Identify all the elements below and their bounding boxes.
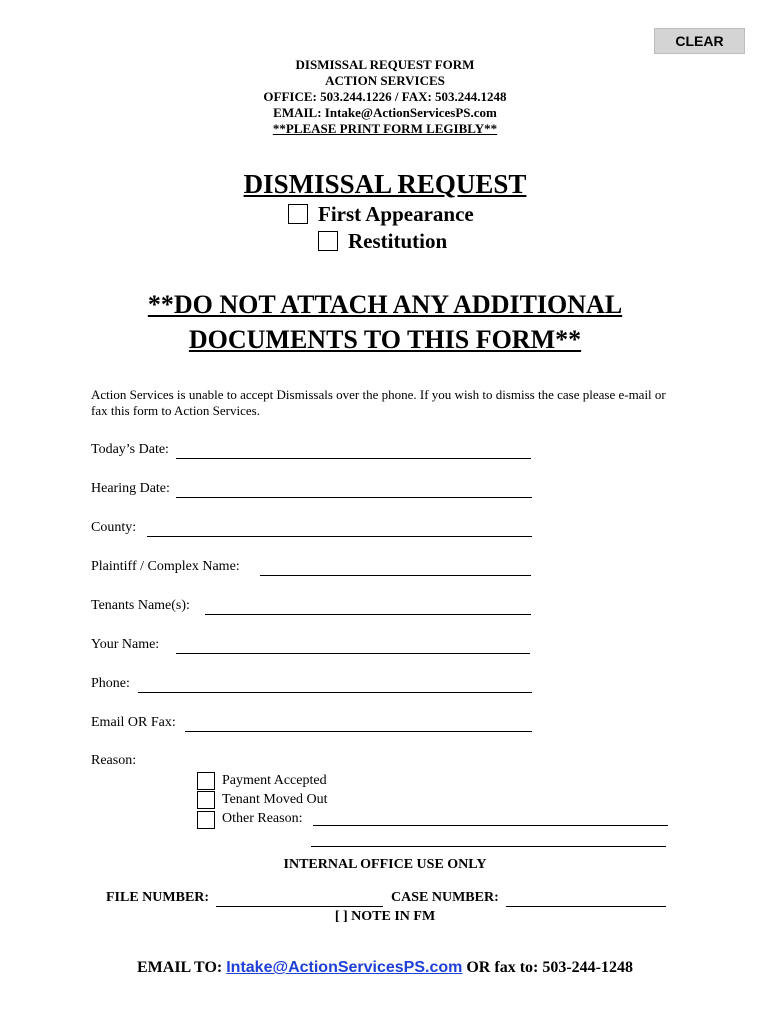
form-header-title: DISMISSAL REQUEST FORM: [295, 57, 475, 72]
clear-button[interactable]: CLEAR: [654, 28, 745, 54]
payment-accepted-checkbox[interactable]: [197, 772, 215, 790]
other-reason-field[interactable]: [313, 808, 668, 826]
form-header-office-fax: OFFICE: 503.244.1226 / FAX: 503.244.1248: [263, 89, 507, 104]
warning-line-1: **DO NOT ATTACH ANY ADDITIONAL: [147, 290, 623, 319]
restitution-checkbox[interactable]: [318, 231, 338, 251]
tenant-moved-out-checkbox[interactable]: [197, 791, 215, 809]
county-label: County:: [91, 520, 137, 535]
footer-fax: OR fax to: 503-244-1248: [466, 959, 633, 976]
payment-accepted-label: Payment Accepted: [222, 773, 327, 788]
hearing-date-label: Hearing Date:: [91, 481, 170, 496]
plaintiff-label: Plaintiff / Complex Name:: [91, 559, 240, 574]
case-number-label: CASE NUMBER:: [391, 890, 499, 905]
option-restitution: [318, 229, 447, 253]
other-reason-label: Other Reason:: [222, 811, 303, 826]
option-first-appearance: [288, 202, 474, 226]
restitution-label: Restitution: [348, 229, 448, 253]
form-header-notice: **PLEASE PRINT FORM LEGIBLY**: [272, 121, 498, 136]
intro-paragraph: Action Services is unable to accept Dismissals over the phone. If you wish to dismiss the case please e-mail or fax this form to Action Services.: [91, 387, 666, 418]
county-field[interactable]: [147, 519, 532, 537]
todays-date-label: Today’s Date:: [91, 442, 169, 457]
footer-prefix: EMAIL TO:: [137, 959, 223, 976]
phone-field[interactable]: [138, 675, 532, 693]
intake-email-link[interactable]: Intake@ActionServicesPS.com: [226, 959, 463, 976]
note-in-fm: [ ] NOTE IN FM: [334, 909, 436, 924]
tenants-field[interactable]: [205, 597, 531, 615]
tenants-label: Tenants Name(s):: [91, 598, 190, 613]
form-header-email: EMAIL: Intake@ActionServicesPS.com: [273, 105, 497, 120]
file-number-field[interactable]: [216, 889, 383, 907]
email-fax-label: Email OR Fax:: [91, 715, 176, 730]
email-fax-field[interactable]: [185, 714, 532, 732]
warning-line-2: DOCUMENTS TO THIS FORM**: [188, 325, 582, 354]
phone-label: Phone:: [91, 676, 130, 691]
first-appearance-checkbox[interactable]: [288, 204, 308, 224]
reason-label: Reason:: [91, 753, 137, 768]
other-reason-checkbox[interactable]: [197, 811, 215, 829]
footer-contact: [0, 958, 770, 978]
case-number-field[interactable]: [506, 889, 666, 907]
tenant-moved-out-label: Tenant Moved Out: [222, 792, 328, 807]
your-name-label: Your Name:: [91, 637, 160, 652]
first-appearance-label: First Appearance: [318, 202, 474, 226]
form-header-company: ACTION SERVICES: [325, 73, 445, 88]
hearing-date-field[interactable]: [176, 480, 532, 498]
page-title: DISMISSAL REQUEST: [243, 169, 527, 199]
internal-use-heading: INTERNAL OFFICE USE ONLY: [283, 857, 487, 872]
your-name-field[interactable]: [176, 636, 530, 654]
file-number-label: FILE NUMBER:: [106, 890, 210, 905]
todays-date-field[interactable]: [176, 441, 531, 459]
plaintiff-field[interactable]: [260, 558, 531, 576]
other-reason-field-line-2[interactable]: [311, 829, 666, 847]
